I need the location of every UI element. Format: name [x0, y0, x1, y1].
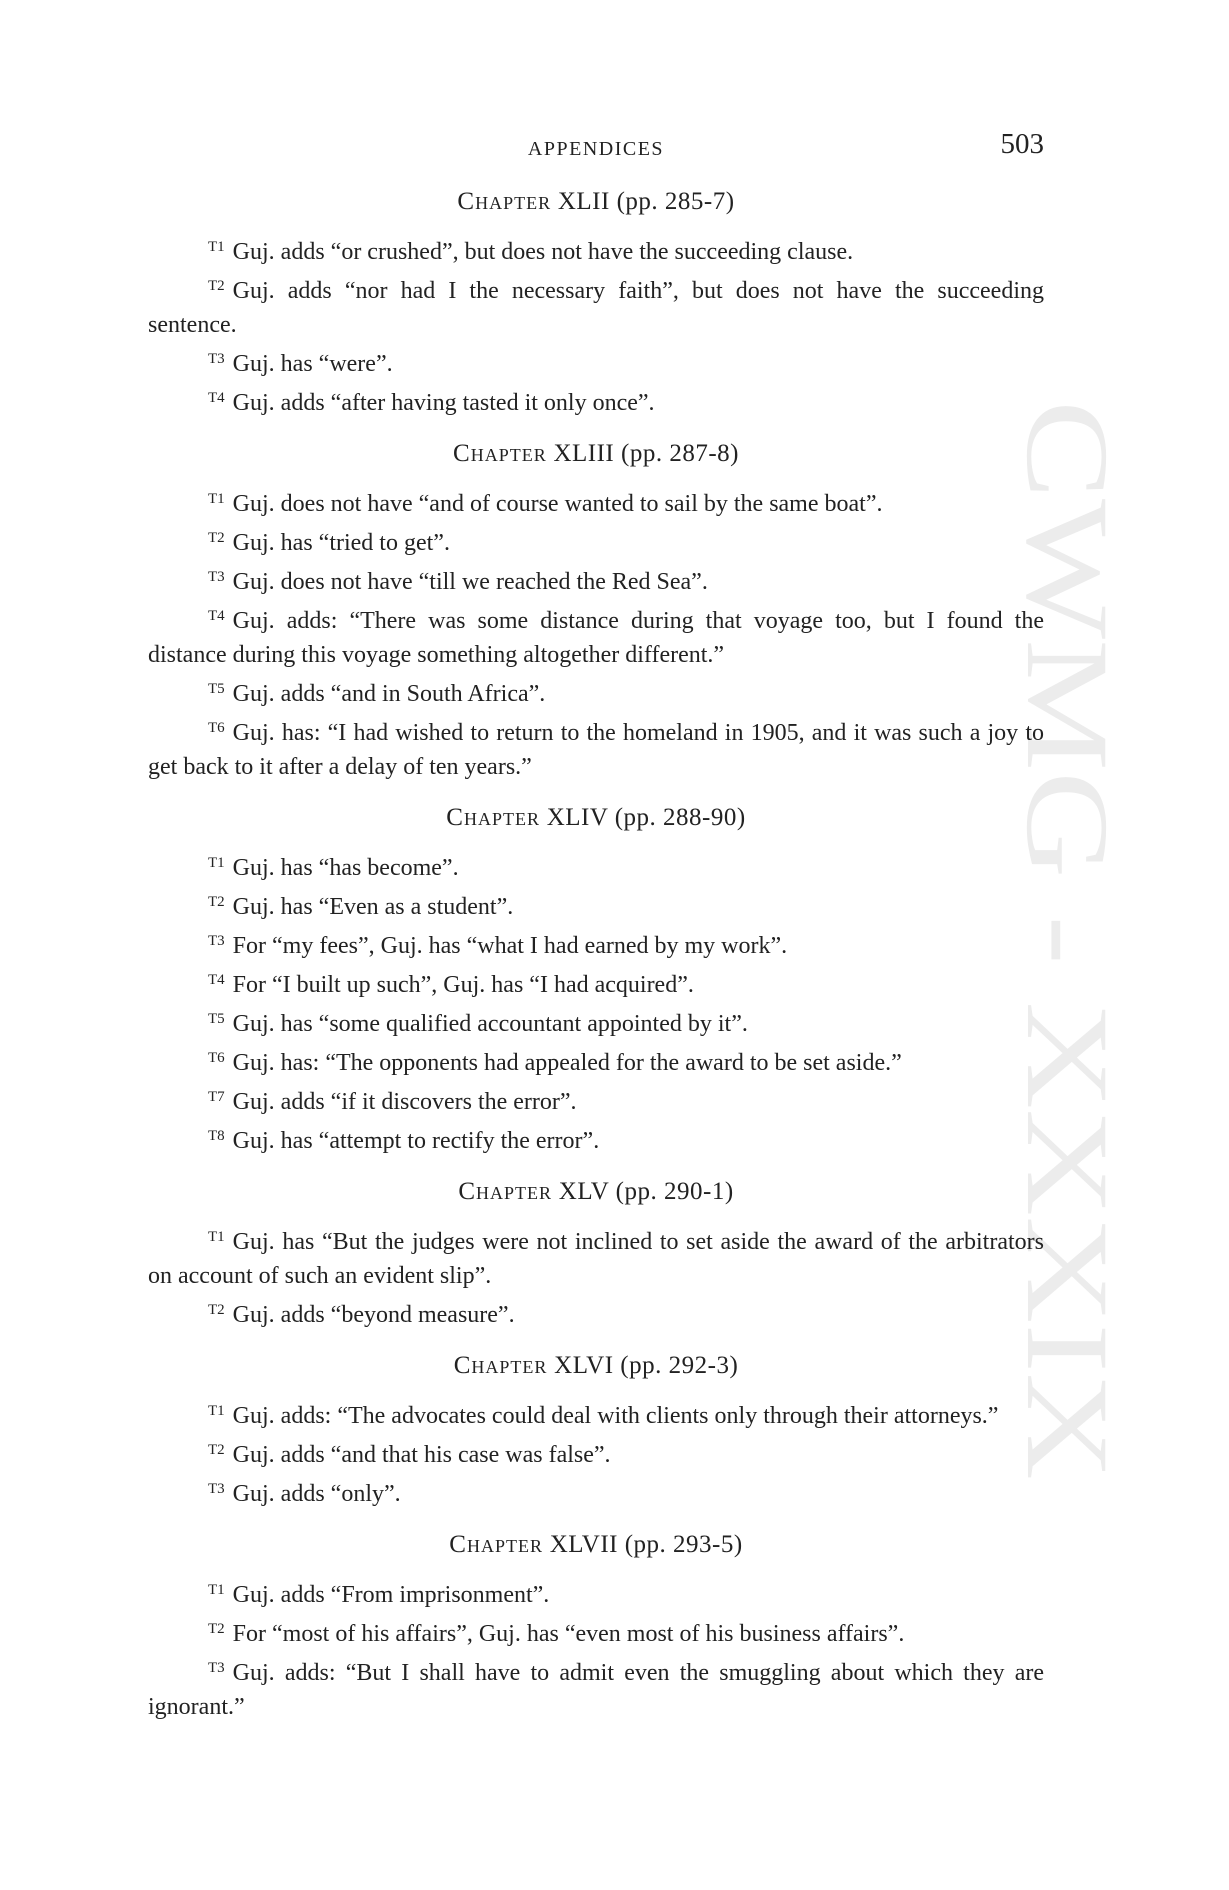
note-marker: T1: [208, 1229, 225, 1245]
footnote: [148, 963, 1044, 1002]
note-text: Guj. has “tried to get”.: [232, 530, 450, 556]
note-text: Guj. adds: “But I shall have to admit even the smuggling about which they are ignorant.”: [148, 1660, 1044, 1720]
note-marker: T1: [208, 491, 225, 507]
footnote: [148, 1472, 1044, 1511]
note-text: Guj. has “were”.: [232, 351, 393, 377]
chapter-heading: [148, 804, 1044, 832]
running-header: [148, 128, 1044, 168]
note-marker: T1: [208, 855, 225, 871]
note-text: Guj. adds “and in South Africa”.: [232, 681, 546, 707]
running-title: APPENDICES: [527, 138, 665, 160]
page-number: 503: [1000, 128, 1044, 160]
footnote: [148, 1002, 1044, 1041]
chapter-number-pages: XLIV (pp. 288-90): [539, 804, 746, 831]
chapter-word: Chapter: [457, 188, 552, 215]
note-text: Guj. does not have “till we reached the Red Sea”.: [232, 569, 708, 595]
note-marker: T4: [208, 608, 225, 624]
note-text: For “I built up such”, Guj. has “I had acquired”.: [232, 972, 694, 998]
note-marker: T3: [208, 1660, 225, 1676]
footnote: [148, 924, 1044, 963]
chapter-heading: [148, 440, 1044, 468]
chapter-heading: [148, 1531, 1044, 1559]
chapter-word: Chapter: [449, 1531, 543, 1558]
note-text: Guj. adds “or crushed”, but does not have the succeeding clause.: [232, 239, 854, 265]
note-marker: T6: [208, 1050, 225, 1066]
chapter-heading: [148, 188, 1044, 216]
note-text: Guj. has “Even as a student”.: [232, 894, 514, 920]
chapter-number-pages: XLV (pp. 290-1): [552, 1178, 734, 1205]
chapter-heading: [148, 1178, 1044, 1206]
footnote: [148, 482, 1044, 521]
note-text: Guj. has “some qualified accountant appointed by it”.: [232, 1011, 748, 1037]
note-text: Guj. adds “if it discovers the error”.: [232, 1089, 577, 1115]
note-text: Guj. adds “nor had I the necessary faith”, but does not have the succeeding sentence.: [148, 278, 1044, 338]
footnote: [148, 521, 1044, 560]
footnote: [148, 846, 1044, 885]
note-marker: T2: [208, 530, 225, 546]
note-marker: T4: [208, 390, 225, 406]
note-marker: T2: [208, 1442, 225, 1458]
footnote: [148, 230, 1044, 269]
note-text: Guj. adds: “The advocates could deal with clients only through their attorneys.”: [232, 1403, 999, 1429]
note-text: Guj. adds: “There was some distance during that voyage too, but I found the distance during this voyage something altogether different.”: [148, 608, 1044, 668]
note-text: Guj. has: “The opponents had appealed for the award to be set aside.”: [232, 1050, 902, 1076]
footnote: [148, 1220, 1044, 1293]
footnote: [148, 885, 1044, 924]
note-marker: T1: [208, 1403, 225, 1419]
chapter-number-pages: XLIII (pp. 287-8): [546, 440, 739, 467]
footnote: [148, 1394, 1044, 1433]
footnote: [148, 672, 1044, 711]
notes-body: [148, 188, 1044, 1724]
footnote: [148, 560, 1044, 599]
footnote: [148, 1080, 1044, 1119]
chapter-word: Chapter: [453, 1352, 548, 1379]
note-text: Guj. has “attempt to rectify the error”.: [232, 1128, 600, 1154]
note-text: Guj. adds “after having tasted it only once”.: [232, 390, 655, 416]
note-marker: T2: [208, 894, 225, 910]
note-text: Guj. does not have “and of course wanted to sail by the same boat”.: [232, 491, 883, 517]
note-marker: T2: [208, 278, 225, 294]
footnote: [148, 1293, 1044, 1332]
note-marker: T5: [208, 681, 225, 697]
chapter-word: Chapter: [446, 804, 540, 831]
footnote: [148, 1651, 1044, 1724]
note-marker: T6: [208, 720, 225, 736]
footnote: [148, 381, 1044, 420]
note-text: Guj. has: “I had wished to return to the homeland in 1905, and it was such a joy to get back to it after a delay of ten years.”: [148, 720, 1044, 780]
chapter-number-pages: XLVI (pp. 292-3): [547, 1352, 739, 1379]
chapter-number-pages: XLII (pp. 285-7): [551, 188, 735, 215]
chapter-number-pages: XLVII (pp. 293-5): [542, 1531, 743, 1558]
note-marker: T3: [208, 1481, 225, 1497]
footnote: [148, 711, 1044, 784]
chapter-word: Chapter: [458, 1178, 553, 1205]
note-text: Guj. adds “only”.: [232, 1481, 401, 1507]
note-marker: T5: [208, 1011, 225, 1027]
footnote: [148, 1119, 1044, 1158]
document-page: [148, 128, 1044, 1724]
note-text: Guj. adds “and that his case was false”.: [232, 1442, 611, 1468]
note-marker: T2: [208, 1621, 225, 1637]
footnote: [148, 269, 1044, 342]
note-marker: T4: [208, 972, 225, 988]
note-text: Guj. adds “beyond measure”.: [232, 1302, 515, 1328]
note-text: Guj. has “has become”.: [232, 855, 459, 881]
note-marker: T3: [208, 933, 225, 949]
note-text: Guj. adds “From imprisonment”.: [232, 1582, 550, 1608]
footnote: [148, 1433, 1044, 1472]
chapter-word: Chapter: [453, 440, 547, 467]
note-marker: T1: [208, 239, 225, 255]
chapter-heading: [148, 1352, 1044, 1380]
footnote: [148, 1612, 1044, 1651]
note-marker: T7: [208, 1089, 225, 1105]
footnote: [148, 1041, 1044, 1080]
note-marker: T3: [208, 569, 225, 585]
note-marker: T3: [208, 351, 225, 367]
note-marker: T1: [208, 1582, 225, 1598]
note-marker: T2: [208, 1302, 225, 1318]
note-text: For “my fees”, Guj. has “what I had earned by my work”.: [232, 933, 788, 959]
note-text: Guj. has “But the judges were not inclined to set aside the award of the arbitrators on account of such an evident slip”.: [148, 1229, 1044, 1289]
note-marker: T8: [208, 1128, 225, 1144]
note-text: For “most of his affairs”, Guj. has “even most of his business affairs”.: [232, 1621, 905, 1647]
footnote: [148, 1573, 1044, 1612]
footnote: [148, 342, 1044, 381]
watermark-text: CWMG - XXXIX: [1002, 400, 1133, 1259]
footnote: [148, 599, 1044, 672]
